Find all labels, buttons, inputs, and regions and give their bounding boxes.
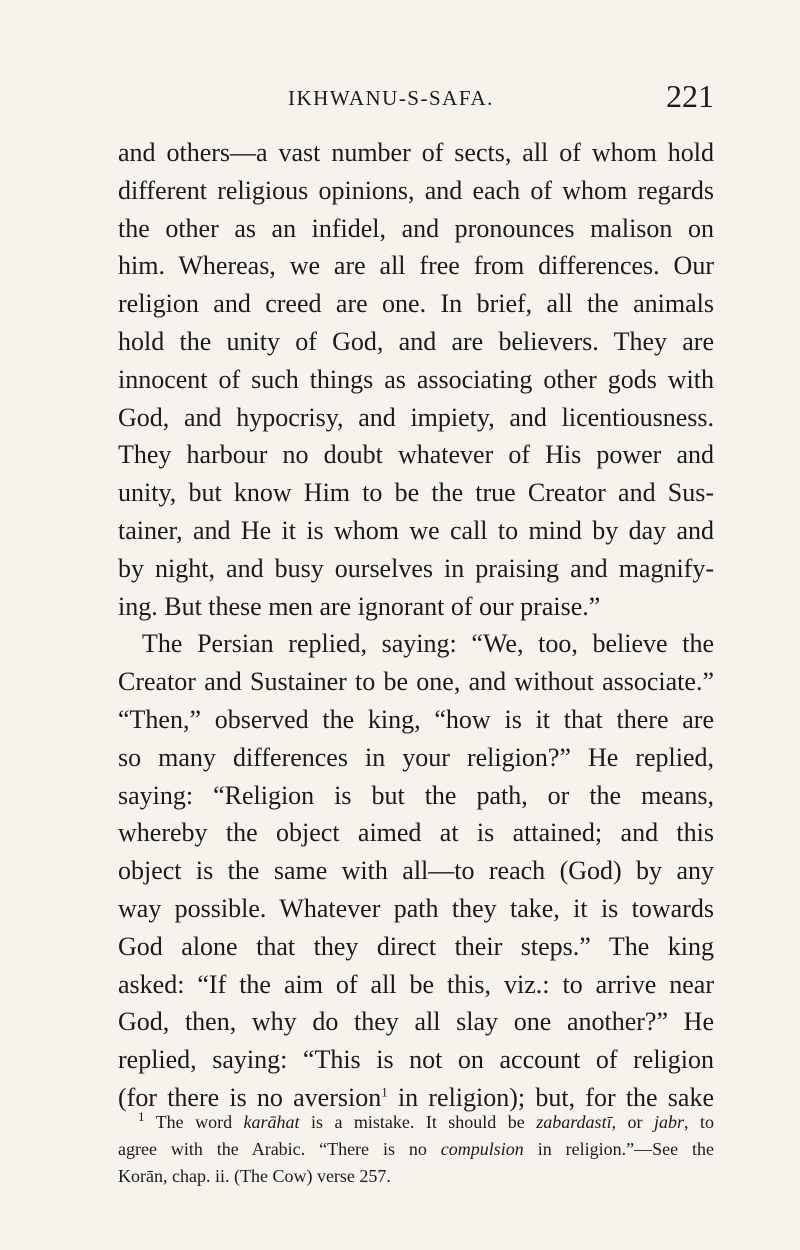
text-span: (for there is no aversion bbox=[118, 1082, 382, 1112]
text-line: whereby the object aimed at is attained; and this bbox=[118, 818, 714, 848]
text-line: the other as an infidel, and pronounces malison on bbox=[118, 213, 714, 243]
text-line: innocent of such things as associating other gods with bbox=[118, 364, 714, 394]
footnote-text: agree with the Arabic. “There is no bbox=[118, 1139, 441, 1159]
text-line: God, then, why do they all slay one another?” He bbox=[118, 1007, 714, 1037]
text-line: tainer, and He it is whom we call to mind by day and bbox=[118, 515, 714, 545]
running-head: IKHWANU-S-SAFA. bbox=[288, 86, 494, 110]
footnotes bbox=[118, 1109, 714, 1190]
text-line: God alone that they direct their steps.” The king bbox=[118, 931, 714, 961]
footnote-line bbox=[118, 1136, 714, 1163]
text-span: in religion); but, for the sake bbox=[387, 1082, 715, 1112]
text-line: God, and hypocrisy, and impiety, and licentiousness. bbox=[118, 402, 714, 432]
footnote-text: , to bbox=[684, 1112, 714, 1132]
text-line: They harbour no doubt whatever of His power and bbox=[118, 440, 714, 470]
footnote-line bbox=[118, 1109, 714, 1136]
footnote-text: is a mistake. It should be bbox=[299, 1112, 537, 1132]
page-header bbox=[118, 78, 714, 118]
body-text bbox=[118, 134, 714, 1117]
text-line: so many differences in your religion?” He replied, bbox=[118, 742, 714, 772]
text-line: replied, saying: “This is not on account of religion bbox=[118, 1045, 714, 1075]
text-line: him. Whereas, we are all free from differences. Our bbox=[118, 251, 714, 281]
text-line: religion and creed are one. In brief, all the animals bbox=[118, 289, 714, 319]
text-line: by night, and busy ourselves in praising and magnify- bbox=[118, 553, 714, 583]
text-line: object is the same with all—to reach (God) by any bbox=[118, 856, 714, 886]
footnote-text: The word bbox=[144, 1112, 244, 1132]
text-line: asked: “If the aim of all be this, viz.: to arrive near bbox=[118, 969, 714, 999]
footnote-term: karāhat bbox=[243, 1112, 300, 1132]
footnote-text: , or bbox=[611, 1112, 654, 1132]
page-number: 221 bbox=[666, 78, 714, 114]
footnote-term: compulsion bbox=[440, 1139, 524, 1159]
footnote-text: in religion.”—See the bbox=[523, 1139, 714, 1159]
footnote-marker: 1 bbox=[138, 1109, 145, 1124]
footnote-reference: 1 bbox=[381, 1084, 388, 1100]
text-line: hold the unity of God, and are believers. They are bbox=[118, 326, 714, 356]
footnote-term: jabr bbox=[654, 1112, 685, 1132]
footnote-line: Korān, chap. ii. (The Cow) verse 257. bbox=[118, 1166, 391, 1186]
text-line: saying: “Religion is but the path, or the means, bbox=[118, 780, 714, 810]
text-line: Creator and Sustainer to be one, and without associate.” bbox=[118, 667, 714, 697]
text-line: different religious opinions, and each of whom regards bbox=[118, 175, 714, 205]
text-line: “Then,” observed the king, “how is it that there are bbox=[118, 704, 714, 734]
text-line: and others—a vast number of sects, all of whom hold bbox=[118, 138, 714, 167]
text-line: unity, but know Him to be the true Creator and Sus- bbox=[118, 478, 714, 508]
text-line: The Persian replied, saying: “We, too, believe the bbox=[142, 629, 714, 659]
text-line: way possible. Whatever path they take, it is towards bbox=[118, 893, 714, 923]
text-line: ing. But these men are ignorant of our praise.” bbox=[118, 591, 601, 621]
footnote-term: zabardastī bbox=[536, 1112, 612, 1132]
